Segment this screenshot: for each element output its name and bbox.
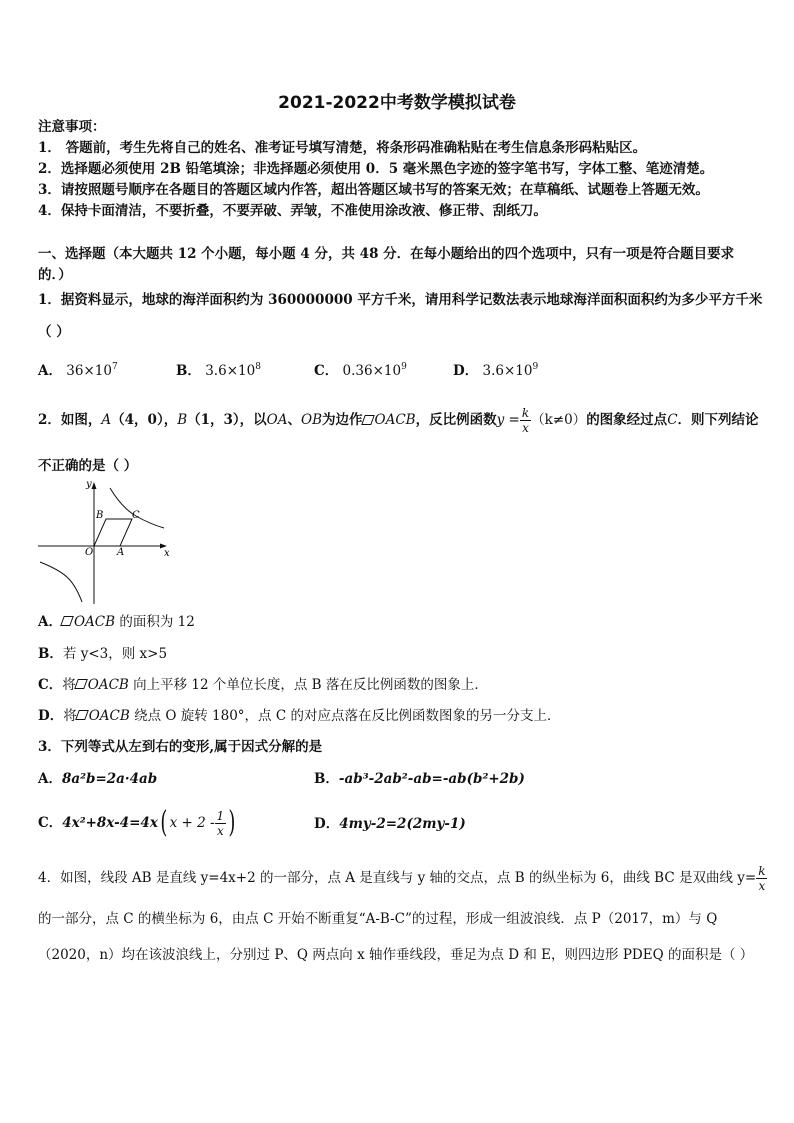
notice-item-4: 4．保持卡面清洁，不要折叠，不要弄破、弄皱，不准使用涂改液、修正带、刮纸刀。 bbox=[38, 203, 547, 219]
notice-item-3: 3．请按照题号顺序在各题目的答题区域内作答，超出答题区域书写的答案无效；在草稿纸、试题卷上答题无效。 bbox=[38, 182, 709, 198]
option-value: 0.36×10 bbox=[342, 363, 402, 379]
y-label: y bbox=[86, 479, 92, 490]
option-label: C． bbox=[38, 815, 63, 831]
q2-pre: 2．如图， bbox=[38, 412, 102, 428]
oacb: OACB bbox=[73, 614, 116, 630]
hyperbola-branch-2 bbox=[40, 562, 82, 602]
k-condition: （k≠0） bbox=[531, 412, 587, 428]
option-label: B． bbox=[38, 646, 63, 662]
option-label: A． bbox=[38, 614, 62, 630]
k-over-x-fraction bbox=[520, 406, 531, 435]
left-paren: ( bbox=[160, 805, 168, 840]
option-expression: -ab³-2ab²-ab=-ab(b²+2b) bbox=[338, 771, 525, 787]
q3-stem: 3．下列等式从左到右的变形,属于因式分解的是 bbox=[38, 739, 323, 755]
option-value: 3.6×10 bbox=[205, 363, 256, 379]
notice-item-1: 1． 答题前，考生先将自己的姓名、准考证号填写清楚，将条形码准确粘贴在考生信息条形码粘贴区。 bbox=[38, 140, 647, 156]
denominator: x bbox=[758, 878, 766, 893]
y-axis-arrow bbox=[92, 482, 97, 489]
option-expression: 8a²b=2a·4ab bbox=[61, 771, 158, 787]
denominator: x bbox=[522, 420, 529, 435]
origin-label: O bbox=[85, 547, 94, 558]
option-text: 向上平移 12 个单位长度，点 B 落在反比例函数的图象上． bbox=[128, 677, 488, 693]
section-header-line1: 一、选择题（本大题共 12 个小题，每小题 4 分，共 48 分．在每小题给出的四个选项中，只有一项是符合题目要求 bbox=[38, 246, 735, 262]
segment-ob: OB bbox=[301, 412, 322, 428]
point-b-label: B bbox=[96, 510, 104, 521]
point-b: B bbox=[177, 412, 188, 428]
q2-mid2: ，反比例函数 bbox=[415, 412, 497, 428]
q3-option-d bbox=[314, 815, 466, 833]
q2-option-c bbox=[38, 676, 488, 694]
q2-b-coord: （1，3），以 bbox=[187, 412, 267, 428]
parallelogram-icon bbox=[74, 679, 88, 689]
parallelogram-icon bbox=[60, 616, 74, 626]
q1-option-b bbox=[176, 359, 261, 379]
option-inner: x + 2 - bbox=[169, 815, 215, 831]
option-text: 若 y<3，则 x>5 bbox=[62, 646, 168, 662]
option-label: D． bbox=[38, 708, 64, 724]
option-value: 3.6×10 bbox=[482, 363, 533, 379]
q1-option-c bbox=[314, 359, 407, 379]
option-text: 绕点 O 旋转 180°，点 C 的对应点落在反比例函数图象的另一分支上． bbox=[129, 708, 561, 724]
option-pre: 将 bbox=[63, 708, 77, 724]
section-header-line2: 的．） bbox=[38, 267, 72, 283]
q2-post: 的图象经过点 bbox=[586, 412, 668, 428]
option-expression: 4x²+8x-4=4x bbox=[62, 815, 158, 831]
option-label: A． bbox=[38, 771, 62, 787]
q3-option-a bbox=[38, 770, 157, 788]
option-label: B． bbox=[176, 363, 201, 379]
option-label: D． bbox=[314, 816, 340, 832]
option-value: 36×10 bbox=[66, 363, 112, 379]
q3-option-c bbox=[38, 800, 238, 846]
x-label: x bbox=[164, 548, 170, 559]
oacb: OACB bbox=[88, 708, 130, 724]
point-a: A bbox=[101, 412, 112, 428]
option-label: A． bbox=[38, 363, 62, 379]
point-a-label: A bbox=[117, 547, 125, 558]
q4-line1-text: 4．如图，线段 AB 是直线 y=4x+2 的一部分，点 A 是直线与 y 轴的交点，点 B 的纵坐标为 6，曲线 BC 是双曲线 y= bbox=[38, 870, 757, 886]
q1-option-d bbox=[453, 359, 538, 379]
option-label: C． bbox=[38, 677, 63, 693]
q2-sep: 、 bbox=[287, 412, 301, 428]
numerator: k bbox=[521, 405, 530, 420]
k-over-x-fraction bbox=[756, 864, 767, 893]
option-pre: 将 bbox=[62, 677, 76, 693]
option-exponent: 9 bbox=[401, 362, 407, 372]
q4-line1 bbox=[38, 860, 767, 896]
q1-paren: （ ） bbox=[38, 324, 70, 340]
q1-stem: 1．据资料显示，地球的海洋面积约为 360000000 平方千米，请用科学记数法表示地球海洋面积面积约为多少平方千米 bbox=[38, 292, 763, 308]
oacb: OACB bbox=[87, 677, 129, 693]
q2-option-b bbox=[38, 645, 167, 663]
option-expression: 4my-2=2(2my-1) bbox=[339, 816, 466, 832]
q2-option-d bbox=[38, 707, 560, 725]
one-over-x-fraction bbox=[215, 809, 227, 838]
option-label: D． bbox=[453, 363, 479, 379]
option-exponent: 8 bbox=[255, 362, 261, 372]
q2-option-a bbox=[38, 613, 195, 631]
q2-tail: ．则下列结论 bbox=[677, 412, 759, 428]
q2-a-coord: （4，0）， bbox=[111, 412, 178, 428]
hyperbola-branch-1 bbox=[110, 488, 164, 528]
q3-option-b bbox=[314, 770, 525, 788]
q2-stem bbox=[38, 404, 759, 436]
point-c: C bbox=[667, 412, 678, 428]
page-title: 2021-2022中考数学模拟试卷 bbox=[278, 93, 516, 113]
option-text: 的面积为 12 bbox=[115, 614, 195, 630]
segment-oa: OA bbox=[266, 412, 288, 428]
option-label: C． bbox=[314, 363, 339, 379]
notice-item-2: 2．选择题必须使用 2B 铅笔填涂；非选择题必须使用 0．5 毫米黑色字迹的签字笔书写，字体工整、笔迹清楚。 bbox=[38, 161, 714, 177]
q2-mid: 为边作 bbox=[322, 412, 363, 428]
oacb: OACB bbox=[374, 412, 416, 428]
option-exponent: 7 bbox=[111, 362, 118, 372]
right-paren: ) bbox=[228, 805, 236, 840]
option-label: B． bbox=[314, 771, 339, 787]
parallelogram-oacb bbox=[94, 519, 132, 546]
numerator: 1 bbox=[216, 808, 225, 823]
denominator: x bbox=[216, 823, 224, 838]
q2-line2: 不正确的是（ ） bbox=[38, 458, 138, 474]
point-c-label: C bbox=[132, 510, 140, 521]
q4-line3: （2020，n）均在该波浪线上，分别过 P、Q 两点向 x 轴作垂线段，垂足为点 D 和 E，则四边形 PDEQ 的面积是（ ） bbox=[38, 947, 754, 963]
q2-graph bbox=[36, 478, 176, 608]
y-equals: y = bbox=[496, 412, 520, 428]
numerator: k bbox=[758, 863, 766, 878]
q1-option-a bbox=[38, 359, 118, 379]
option-exponent: 9 bbox=[532, 362, 539, 372]
q4-line2: 的一部分，点 C 的横坐标为 6，由点 C 开始不断重复“A-B-C”的过程，形成一组波浪线．点 P（2017，m）与 Q bbox=[38, 911, 718, 927]
notice-heading: 注意事项： bbox=[38, 119, 106, 135]
parallelogram-icon bbox=[75, 710, 89, 720]
